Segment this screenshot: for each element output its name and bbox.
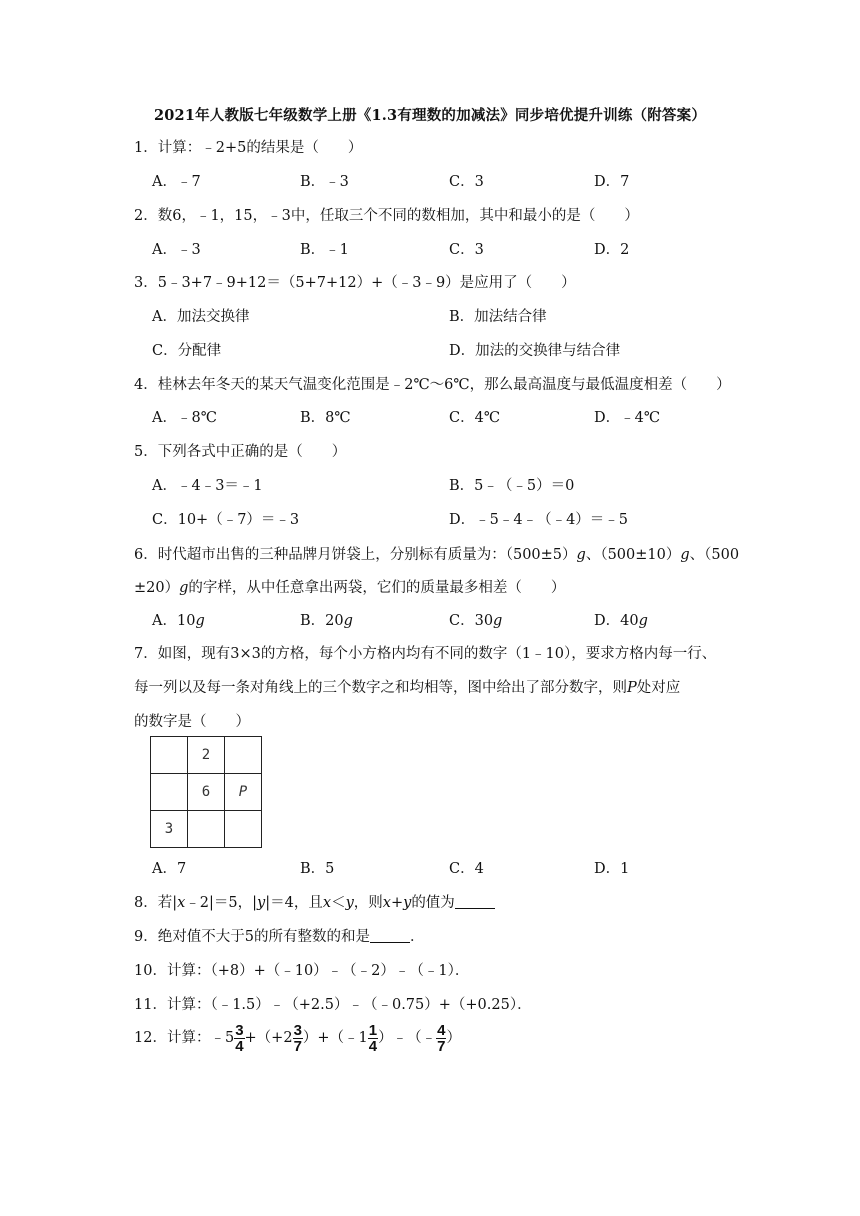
q2-option-a: A．﹣3 [152,242,201,258]
question-4-stem: 4．桂林去年冬天的某天气温变化范围是﹣2℃～6℃，那么最高温度与最低温度相差（ ） [134,377,731,393]
grid-cell [151,737,188,774]
q1-option-c: C．3 [449,174,484,190]
q7-option-c: C．4 [449,861,484,877]
grid-cell [151,774,188,811]
page-title: 2021年人教版七年级数学上册《1.3有理数的加减法》同步培优提升训练（附答案） [153,107,707,124]
grid-cell: 3 [151,811,188,848]
q3-option-c: C．分配律 [152,343,222,359]
q6-option-d: D．40g [594,613,648,629]
q6-option-b: B．20g [300,613,353,629]
q3-option-b: B．加法结合律 [449,309,547,325]
q5-option-d: D．﹣5﹣4﹣（﹣4）＝﹣5 [449,512,629,528]
grid-cell [188,811,225,848]
q1-option-a: A．﹣7 [152,174,201,190]
q4-option-d: D．﹣4℃ [594,410,661,426]
q3-option-d: D．加法的交换律与结合律 [449,343,621,359]
question-9-stem: 9．绝对值不大于5的所有整数的和是 ． [134,929,425,945]
question-8-stem: 8．若|x﹣2|＝5，|y|＝4，且x＜y，则x+y的值为 [134,891,495,912]
question-7-line-2: 每一列以及每一条对角线上的三个数字之和均相等，图中给出了部分数字，则P处对应 [134,680,681,696]
fraction: $\frac{1}{4}$ [368,1021,378,1055]
question-3-stem: 3．5﹣3+7﹣9+12＝（5+7+12）+（﹣3﹣9）是应用了（ ） [134,275,576,291]
question-6-line-2: ±20）g的字样，从中任意拿出两袋，它们的质量最多相差（ ） [134,580,566,596]
q7-option-b: B．5 [300,861,335,877]
grid-cell: P [225,774,262,811]
fraction: $\frac{3}{4}$ [235,1021,244,1055]
grid-cell: 6 [188,774,225,811]
q2-option-c: C．3 [449,242,484,258]
q6-option-c: C．30g [449,613,503,629]
answer-blank [370,928,410,943]
q5-option-b: B．5﹣（﹣5）＝0 [449,478,575,494]
answer-blank [455,894,495,909]
q7-option-d: D．1 [594,861,630,877]
q2-option-d: D．2 [594,242,630,258]
q5-option-c: C．10+（﹣7）＝﹣3 [152,512,300,528]
q4-option-b: B．8℃ [300,410,351,426]
fraction: $\frac{3}{7}$ [293,1021,302,1055]
magic-square-grid [150,736,262,848]
question-11-stem: 11．计算：（﹣1.5）﹣（+2.5）﹣（﹣0.75）+（+0.25）． [134,997,532,1013]
q4-option-c: C．4℃ [449,410,501,426]
q3-option-a: A．加法交换律 [152,309,250,325]
q7-option-a: A．7 [152,861,187,877]
q2-option-b: B．﹣1 [300,242,349,258]
question-2-stem: 2．数6，﹣1，15，﹣3中，任取三个不同的数相加，其中和最小的是（ ） [134,208,639,224]
question-5-stem: 5．下列各式中正确的是（ ） [134,444,347,460]
fraction: $\frac{4}{7}$ [437,1021,446,1055]
q1-option-d: D．7 [594,174,630,190]
question-7-line-1: 7．如图，现有3×3的方格，每个小方格内均有不同的数字（1﹣10），要求方格内每一行、 [134,646,717,662]
question-7-line-3: 的数字是（ ） [134,714,250,730]
q4-option-a: A．﹣8℃ [152,410,217,426]
question-12-stem: 12．计算：﹣5 $\frac{3}{4}$ +（+2 $\frac{3}{7}$ ）+（﹣1 $\frac{1}{4}$ ）﹣（﹣ $\frac{4}{7}$ ） [134,1021,461,1055]
question-10-stem: 10．计算：（+8）+（﹣10）﹣（﹣2）﹣（﹣1）． [134,963,470,979]
grid-cell [225,737,262,774]
q5-option-a: A．﹣4﹣3＝﹣1 [152,478,263,494]
question-1-stem: 1．计算：﹣2+5的结果是（ ） [134,140,363,156]
grid-cell [225,811,262,848]
question-6-line-1: 6．时代超市出售的三种品牌月饼袋上，分别标有质量为：（500±5）g、（500±10）g、（500 [134,547,740,563]
q1-option-b: B．﹣3 [300,174,349,190]
grid-cell: 2 [188,737,225,774]
q6-option-a: A．10g [152,613,205,629]
